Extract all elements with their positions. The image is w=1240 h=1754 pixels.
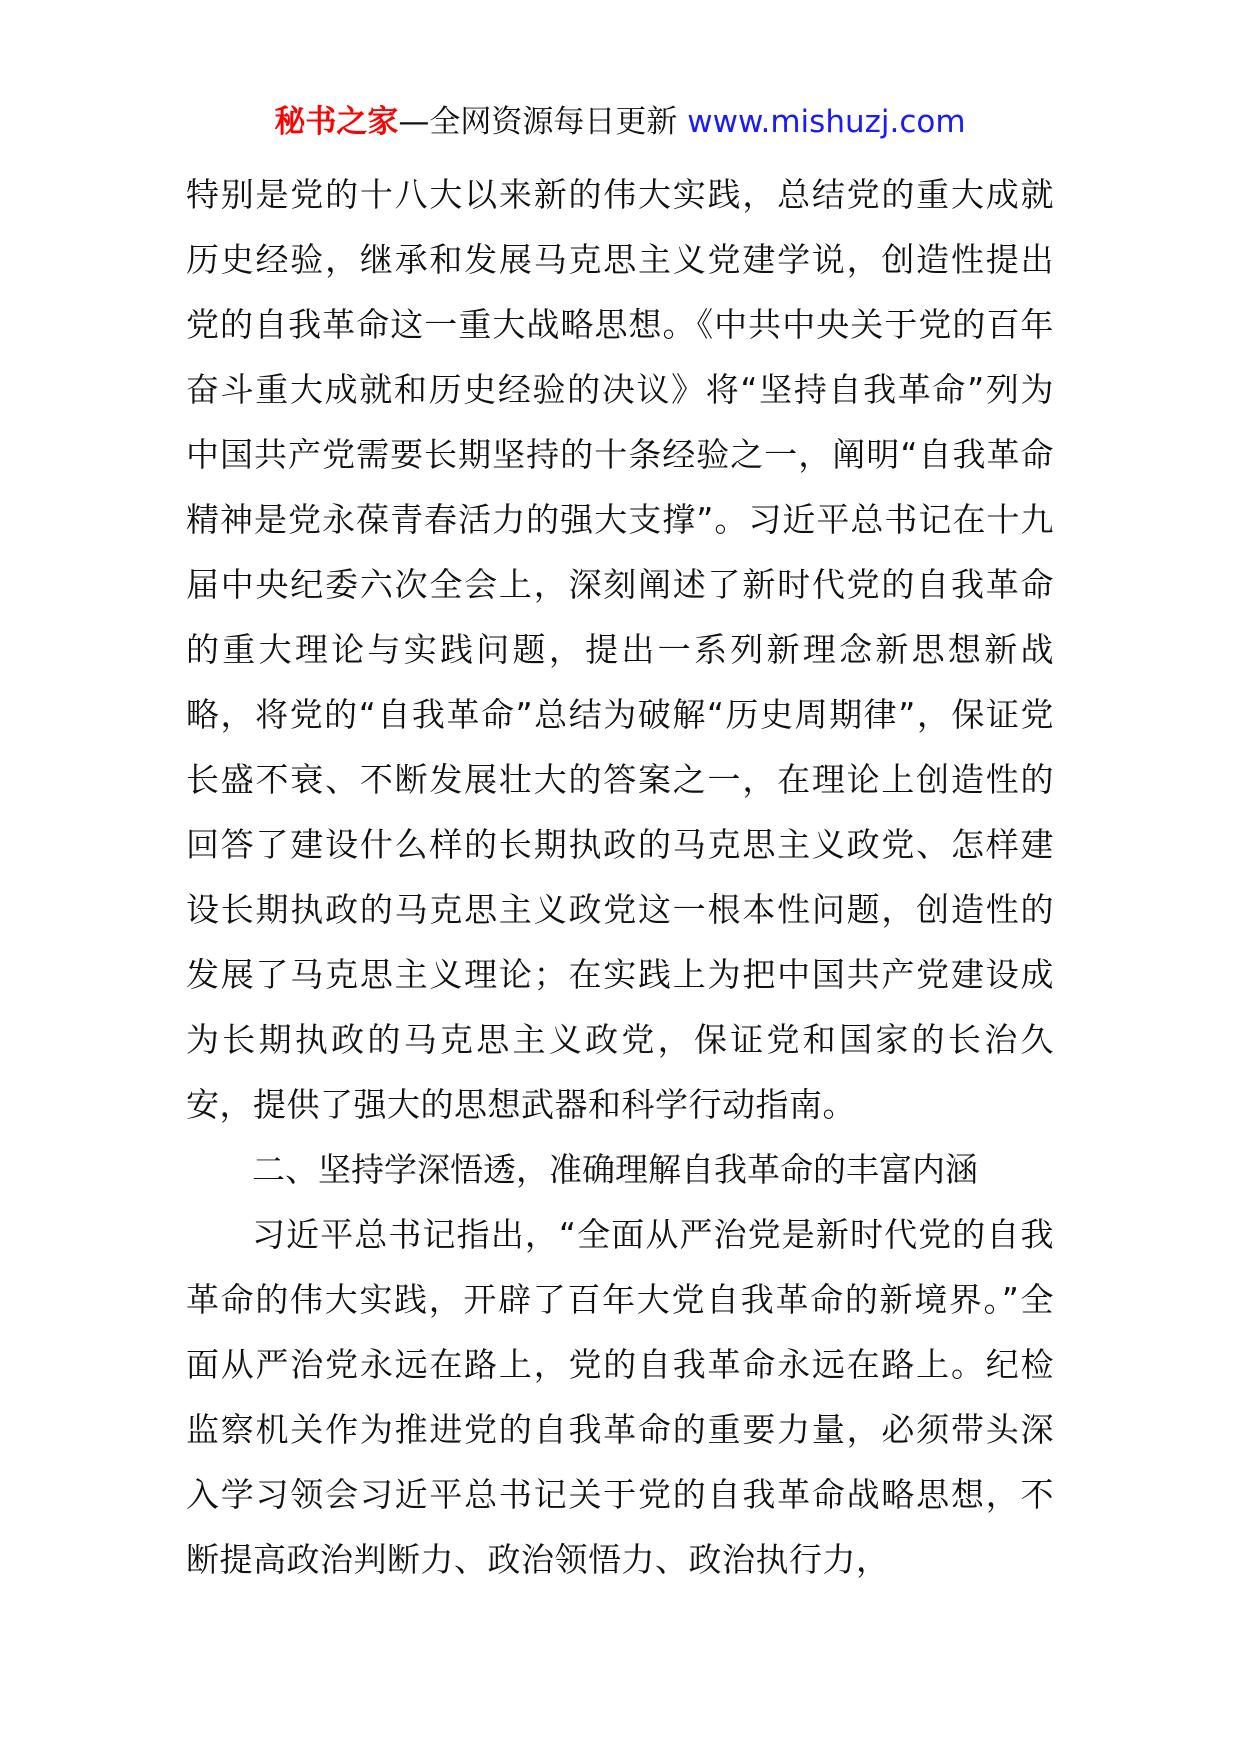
document-body <box>186 162 1054 1592</box>
site-url-link[interactable]: www.mishuzj.com <box>687 104 966 140</box>
header-tagline: —全网资源每日更新 <box>398 104 688 140</box>
page-header <box>0 100 1240 144</box>
section-heading: 二、坚持学深悟透，准确理解自我革命的丰富内涵 <box>252 1150 978 1189</box>
brand-name: 秘书之家 <box>274 104 399 140</box>
body-paragraph-1: 特别是党的十八大以来新的伟大实践，总结党的重大成就历史经验，继承和发展马克思主义党建学说，创造性提出党的自我革命这一重大战略思想。《中共中央关于党的百年奋斗重大成就和历史经验的决议》将“坚持自我革命”列为中国共产党需要长期坚持的十条经验之一，阐明“自我革命精神是党永葆青春活力的强大支撑”。习近平总书记在十九届中央纪委六次全会上，深刻阐述了新时代党的自我革命的重大理论与实践问题，提出一系列新理念新思想新战略，将党的“自我革命”总结为破解“历史周期律”，保证党长盛不衰、不断发展壮大的答案之一，在理论上创造性的回答了建设什么样的长期执政的马克思主义政党、怎样建设长期执政的马克思主义政党这一根本性问题，创造性的发展了马克思主义理论；在实践上为把中国共产党建设成为长期执政的马克思主义政党，保证党和国家的长治久安，提供了强大的思想武器和科学行动指南。 <box>186 175 1054 1124</box>
body-paragraph-2: 习近平总书记指出，“全面从严治党是新时代党的自我革命的伟大实践，开辟了百年大党自我革命的新境界。”全面从严治党永远在路上，党的自我革命永远在路上。纪检监察机关作为推进党的自我革命的重要力量，必须带头深入学习领会习近平总书记关于党的自我革命战略思想，不断提高政治判断力、政治领悟力、政治执行力， <box>186 1215 1054 1579</box>
